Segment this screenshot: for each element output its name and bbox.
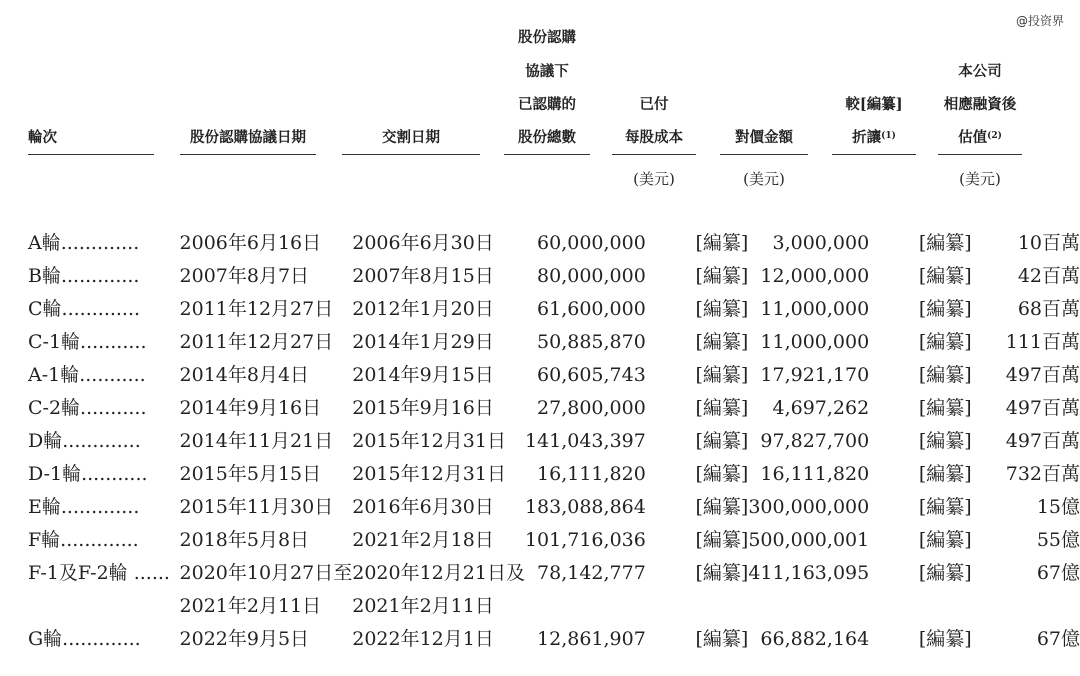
cell-cost: [編纂] bbox=[695, 298, 749, 320]
cell-shares: 60,605,743 bbox=[537, 364, 646, 386]
cell-consideration: 11,000,000 bbox=[760, 331, 870, 353]
cell-valuation: 497百萬 bbox=[1005, 430, 1080, 452]
cell-shares: 183,088,864 bbox=[524, 496, 646, 518]
header-rule-valuation bbox=[938, 154, 1022, 155]
cell-shares: 16,111,820 bbox=[537, 463, 646, 485]
financing-rounds-table bbox=[28, 227, 1080, 656]
cell-discount: [編纂] bbox=[918, 298, 972, 320]
cell-agreement-date: 2015年5月15日 bbox=[179, 463, 322, 485]
cell-discount: [編纂] bbox=[918, 364, 972, 386]
cell-cost bbox=[646, 590, 749, 623]
cell-delivery-date: 2021年2月11日 bbox=[352, 595, 494, 617]
cell-round: E輪............. bbox=[28, 496, 140, 518]
cell-agreement-date: 2011年12月27日 bbox=[179, 331, 334, 353]
cell-delivery-date: 2015年12月31日 bbox=[352, 463, 506, 485]
header-cost-line2: 每股成本 bbox=[625, 129, 683, 146]
cell-valuation: 732百萬 bbox=[1005, 463, 1080, 485]
cell-round: G輪............. bbox=[28, 628, 141, 650]
cell-round: A-1輪........... bbox=[28, 364, 146, 386]
cell-agreement-date: 2015年11月30日 bbox=[179, 496, 334, 518]
cell-valuation: 15億 bbox=[1036, 496, 1080, 518]
header-consideration: 對價金額 bbox=[735, 129, 793, 146]
cell-valuation: 497百萬 bbox=[1005, 364, 1080, 386]
cell-delivery-date: 2007年8月15日 bbox=[352, 265, 494, 287]
cell-round: F-1及F-2輪 ...... bbox=[28, 562, 170, 584]
header-rule-discount bbox=[832, 154, 916, 155]
cell-cost: [編纂] bbox=[695, 331, 749, 353]
cell-cost: [編纂] bbox=[695, 463, 749, 485]
table-row bbox=[28, 293, 1080, 326]
cell-discount: [編纂] bbox=[918, 331, 972, 353]
cell-valuation: 67億 bbox=[1036, 628, 1080, 650]
cell-discount: [編纂] bbox=[918, 496, 972, 518]
header-shares-line1: 股份認購 bbox=[518, 29, 576, 46]
cell-delivery-date: 2016年6月30日 bbox=[352, 496, 494, 518]
cell-valuation bbox=[972, 590, 1080, 623]
cell-discount: [編纂] bbox=[918, 397, 972, 419]
header-round: 輪次 bbox=[28, 129, 57, 146]
header-agreement-date: 股份認購協議日期 bbox=[190, 129, 306, 146]
header-shares-line4: 股份總數 bbox=[518, 129, 576, 146]
cell-valuation: 497百萬 bbox=[1005, 397, 1080, 419]
cell-agreement-date: 2014年8月4日 bbox=[179, 364, 310, 386]
cell-consideration: 4,697,262 bbox=[772, 397, 870, 419]
cell-delivery-date: 2021年2月18日 bbox=[352, 529, 494, 551]
table-row bbox=[28, 359, 1080, 392]
header-shares-line2: 協議下 bbox=[525, 63, 569, 80]
cell-cost: [編纂] bbox=[695, 265, 749, 287]
cell-cost: [編纂] bbox=[695, 430, 749, 452]
header-delivery-date: 交割日期 bbox=[382, 129, 440, 146]
unit-consideration: (美元) bbox=[743, 170, 785, 188]
cell-shares bbox=[525, 590, 646, 623]
cell-shares: 141,043,397 bbox=[524, 430, 646, 452]
cell-consideration: 17,921,170 bbox=[760, 364, 870, 386]
table-row bbox=[28, 458, 1080, 491]
cell-discount: [編纂] bbox=[918, 628, 972, 650]
cell-round: A輪............. bbox=[28, 232, 140, 254]
cell-discount: [編纂] bbox=[918, 562, 972, 584]
cell-valuation: 42百萬 bbox=[1017, 265, 1080, 287]
table-row-continuation bbox=[28, 590, 1080, 623]
cell-consideration bbox=[748, 590, 869, 623]
table-row bbox=[28, 491, 1080, 524]
table-row bbox=[28, 227, 1080, 260]
cell-discount: [編纂] bbox=[918, 463, 972, 485]
cell-shares: 50,885,870 bbox=[537, 331, 646, 353]
header-rule-consideration bbox=[720, 154, 808, 155]
unit-cost: (美元) bbox=[633, 170, 675, 188]
cell-valuation: 55億 bbox=[1036, 529, 1080, 551]
footnote-marker-1: (1) bbox=[881, 131, 896, 141]
header-valuation-line1: 本公司 bbox=[958, 63, 1002, 80]
cell-delivery-date: 2020年12月21日及 bbox=[352, 562, 525, 584]
cell-discount bbox=[869, 590, 972, 623]
header-rule-cost bbox=[612, 154, 696, 155]
header-rule-delivery-date bbox=[342, 154, 480, 155]
cell-consideration: 11,000,000 bbox=[760, 298, 870, 320]
cell-consideration: 16,111,820 bbox=[760, 463, 870, 485]
table-row bbox=[28, 260, 1080, 293]
cell-agreement-date: 2011年12月27日 bbox=[179, 298, 334, 320]
cell-discount: [編纂] bbox=[918, 430, 972, 452]
header-rule-agreement-date bbox=[180, 154, 316, 155]
table-row bbox=[28, 557, 1080, 590]
cell-consideration: 3,000,000 bbox=[772, 232, 870, 254]
header-valuation-line2: 相應融資後 bbox=[943, 96, 1017, 113]
watermark-text: @投资界 bbox=[1015, 14, 1064, 28]
financing-rounds-body bbox=[28, 227, 1080, 656]
header-discount-line1: 較[編纂] bbox=[845, 96, 903, 113]
cell-agreement-date: 2020年10月27日至 bbox=[179, 562, 353, 584]
cell-round: C-2輪........... bbox=[28, 397, 147, 419]
cell-discount: [編纂] bbox=[918, 265, 972, 287]
cell-round bbox=[28, 590, 180, 623]
footnote-marker-2: (2) bbox=[987, 131, 1002, 141]
header-rule-shares bbox=[504, 154, 590, 155]
cell-agreement-date: 2006年6月16日 bbox=[179, 232, 322, 254]
unit-valuation: (美元) bbox=[959, 170, 1001, 188]
cell-agreement-date: 2014年11月21日 bbox=[179, 430, 334, 452]
cell-round: F輪............. bbox=[28, 529, 139, 551]
cell-cost: [編纂] bbox=[695, 529, 749, 551]
cell-delivery-date: 2015年9月16日 bbox=[352, 397, 494, 419]
cell-agreement-date: 2007年8月7日 bbox=[179, 265, 310, 287]
cell-round: D輪............. bbox=[28, 430, 141, 452]
cell-cost: [編纂] bbox=[695, 232, 749, 254]
cell-consideration: 97,827,700 bbox=[760, 430, 870, 452]
header-discount-text: 折讓 bbox=[852, 129, 882, 146]
cell-cost: [編纂] bbox=[695, 397, 749, 419]
cell-delivery-date: 2015年12月31日 bbox=[352, 430, 506, 452]
cell-round: D-1輪........... bbox=[28, 463, 148, 485]
cell-round: C-1輪........... bbox=[28, 331, 147, 353]
cell-agreement-date: 2018年5月8日 bbox=[179, 529, 310, 551]
header-rule-round bbox=[28, 154, 154, 155]
cell-agreement-date: 2014年9月16日 bbox=[179, 397, 322, 419]
cell-agreement-date: 2021年2月11日 bbox=[179, 595, 322, 617]
cell-valuation: 68百萬 bbox=[1017, 298, 1080, 320]
cell-consideration: 500,000,001 bbox=[748, 529, 870, 551]
cell-discount: [編纂] bbox=[918, 529, 972, 551]
cell-shares: 61,600,000 bbox=[537, 298, 646, 320]
cell-shares: 78,142,777 bbox=[537, 562, 646, 584]
cell-shares: 80,000,000 bbox=[537, 265, 646, 287]
cell-round: C輪............. bbox=[28, 298, 141, 320]
cell-delivery-date: 2022年12月1日 bbox=[352, 628, 494, 650]
cell-valuation: 67億 bbox=[1036, 562, 1080, 584]
cell-consideration: 66,882,164 bbox=[760, 628, 870, 650]
cell-valuation: 111百萬 bbox=[1005, 331, 1080, 353]
cell-shares: 60,000,000 bbox=[537, 232, 646, 254]
cell-round: B輪............. bbox=[28, 265, 140, 287]
cell-cost: [編纂] bbox=[695, 364, 749, 386]
cell-consideration: 411,163,095 bbox=[748, 562, 870, 584]
table-row bbox=[28, 326, 1080, 359]
header-valuation-line3 bbox=[938, 122, 1022, 154]
cell-shares: 27,800,000 bbox=[537, 397, 646, 419]
header-shares-line3: 已認購的 bbox=[518, 96, 576, 113]
header-discount-line2 bbox=[832, 122, 916, 154]
table-row bbox=[28, 524, 1080, 557]
cell-cost: [編纂] bbox=[695, 496, 749, 518]
cell-delivery-date: 2014年1月29日 bbox=[352, 331, 494, 353]
cell-consideration: 12,000,000 bbox=[760, 265, 870, 287]
table-row bbox=[28, 425, 1080, 458]
cell-delivery-date: 2006年6月30日 bbox=[352, 232, 494, 254]
table-row bbox=[28, 623, 1080, 656]
cell-delivery-date: 2012年1月20日 bbox=[352, 298, 494, 320]
header-cost-line1: 已付 bbox=[639, 96, 669, 113]
cell-cost: [編纂] bbox=[695, 628, 749, 650]
table-row bbox=[28, 392, 1080, 425]
header-valuation-text: 估值 bbox=[958, 129, 988, 146]
cell-valuation: 10百萬 bbox=[1017, 232, 1080, 254]
cell-cost: [編纂] bbox=[695, 562, 749, 584]
cell-agreement-date: 2022年9月5日 bbox=[179, 628, 310, 650]
cell-delivery-date: 2014年9月15日 bbox=[352, 364, 494, 386]
cell-shares: 101,716,036 bbox=[524, 529, 646, 551]
cell-discount: [編纂] bbox=[918, 232, 972, 254]
cell-consideration: 300,000,000 bbox=[748, 496, 870, 518]
cell-shares: 12,861,907 bbox=[537, 628, 646, 650]
